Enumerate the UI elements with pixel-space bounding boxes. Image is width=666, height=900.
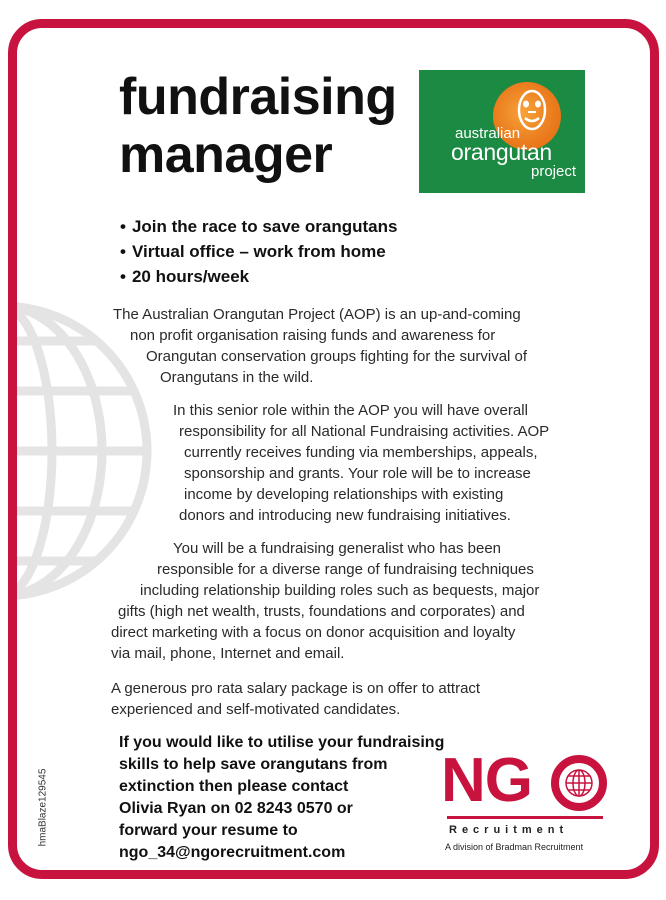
text-line: forward your resume to	[119, 822, 298, 839]
page-title	[119, 68, 397, 184]
ad-frame	[8, 19, 659, 879]
list-item: • Join the race to save orangutans	[120, 214, 397, 239]
text-line: donors and introducing new fundraising initiatives.	[179, 507, 511, 524]
list-item: • Virtual office – work from home	[120, 239, 397, 264]
requirements-paragraph	[111, 538, 539, 664]
text-line: income by developing relationships with existing	[184, 486, 504, 503]
text-line: sponsorship and grants. Your role will be to increase	[184, 465, 531, 482]
aop-logo-line-2: orangutan	[451, 139, 552, 165]
text-line: In this senior role within the AOP you will have overall	[173, 402, 528, 419]
text-line: direct marketing with a focus on donor acquisition and loyalty	[111, 624, 516, 641]
text-line: The Australian Orangutan Project (AOP) is an up-and-coming	[113, 306, 521, 323]
orangutan-face-icon	[515, 88, 549, 134]
aop-logo-line-3: project	[531, 163, 577, 180]
ngo-logo-letters: NG	[441, 746, 532, 815]
contact-email[interactable]: ngo_34@ngorecruitment.com	[119, 844, 346, 861]
salary-paragraph	[111, 678, 480, 720]
text-line: responsibility for all National Fundraising activities. AOP	[179, 423, 550, 440]
text-line: You will be a fundraising generalist who has been	[173, 540, 502, 557]
list-item: • 20 hours/week	[120, 264, 397, 289]
ngo-logo-subtitle: Recruitment	[449, 824, 569, 836]
ad-reference-code: hmaBlaze129545	[37, 768, 49, 847]
text-line: via mail, phone, Internet and email.	[111, 645, 345, 662]
globe-o-icon	[550, 754, 608, 812]
text-line: currently receives funding via memberships, appeals,	[184, 444, 538, 461]
text-line: gifts (high net wealth, trusts, foundations and corporates) and	[118, 603, 525, 620]
text-line: A generous pro rata salary package is on offer to attract	[111, 680, 481, 697]
text-line: responsible for a diverse range of fundraising techniques	[157, 561, 534, 578]
intro-paragraph	[113, 304, 527, 388]
text-line: including relationship building roles such as bequests, major	[140, 582, 540, 599]
contact-phone: Olivia Ryan on 02 8243 0570 or	[119, 800, 353, 817]
text-line: experienced and self-motivated candidates.	[111, 701, 401, 718]
text-line: Orangutans in the wild.	[160, 369, 314, 386]
text-line: If you would like to utilise your fundraising	[119, 734, 445, 751]
ngo-logo-rule	[447, 816, 603, 819]
title-line-2: manager	[119, 126, 333, 184]
text-line: Orangutan conservation groups fighting for the survival of	[146, 348, 528, 365]
highlights-list	[120, 214, 397, 289]
aop-logo	[419, 70, 585, 193]
ngo-recruitment-logo	[437, 748, 617, 868]
text-line: skills to help save orangutans from	[119, 756, 388, 773]
contact-paragraph	[119, 732, 444, 864]
aop-logo-line-1: australian	[455, 125, 521, 142]
title-line-1: fundraising	[119, 68, 397, 126]
text-line: extinction then please contact	[119, 778, 349, 795]
ngo-logo-division: A division of Bradman Recruitment	[445, 842, 584, 852]
text-line: non profit organisation raising funds and awareness for	[130, 327, 496, 344]
role-paragraph	[173, 400, 549, 526]
